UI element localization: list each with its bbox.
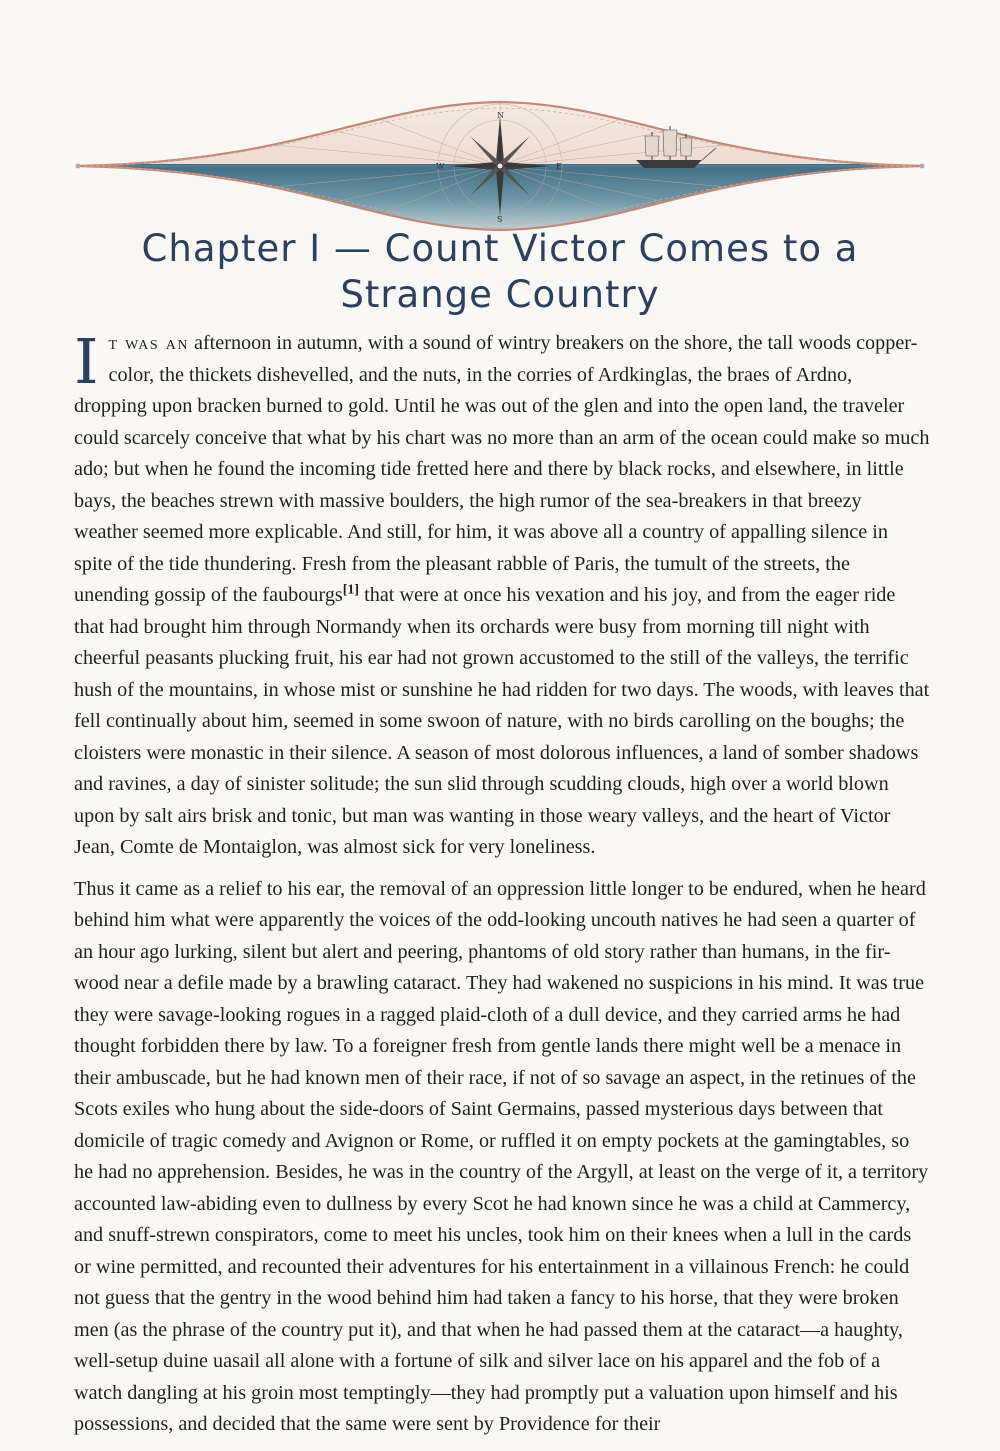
compass-label-w: W xyxy=(436,162,445,171)
paragraph-2: Thus it came as a relief to his ear, the removal of an oppression little longer to be endured, when he heard behind him what were apparently the voices of the odd-looking uncouth natives he had seen a quarter of an hour ago lurking, silent but alert and peering, phantoms of old story rather than humans, in the fir-wood near a defile made by a brawling cataract. They had wakened no suspicions in his mind. It was true they were savage-looking rogues in a ragged plaid-cloth of a dull device, and they carried arms he had thought forbidden there by law. To a foreigner fresh from gentle lands there might well be a menace in their ambuscade, but he had known men of their race, if not of so savage an aspect, in the retinues of the Scots exiles who hung about the side-doors of Saint Germains, passed mysterious days between that domicile of tragic comedy and Avignon or Rome, or ruffled it on empty pockets at the gamingtables, so he had no apprehension. Besides, he was in the country of the Argyll, at least on the verge of it, a territory accounted law-abiding even to dullness by every Scot he had known since he was a child at Cammercy, and snuff-strewn conspirators, come to meet his uncles, took him on their knees when a lull in the cards or wine permitted, and recounted their adventures for his entertainment in a villainous French: he could not guess that the gentry in the wood behind him had taken a fancy to his horse, that they were broken men (as the phrase of the country put it), and that when he had passed them at the cataract—a haughty, well-setup duine uasail all alone with a fortune of silk and silver lace on his apparel and the fob of a watch dangling at his groin most temptingly—they had promptly put a valuation upon himself and his possessions, and decided that the same were sent by Providence for their xyxy=(74,877,929,1435)
compass-label-s: S xyxy=(497,215,503,224)
paragraph-1-text-b: that were at once his vexation and his joy, and from the eager ride that had brought him through Normandy when its orchards were busy from morning till night with cheerful peasants plucking fruit, his ear had not grown accustomed to the still of the valleys, the terrific hush of the mountains, in whose mist or sunshine he had ridden for two days. The woods, with leaves that fell continually about him, seemed in some swoon of nature, with no birds carolling on the boughs; the cloisters were monastic in their silence. A season of most dolorous influences, a land of somber shadows and ravines, a day of sinister solitude; the sun slid through scudding clouds, high over a world blown upon by salt airs brisk and tonic, but man was wanting in those weary valleys, and the heart of Victor Jean, Comte de Montaiglon, was almost sick for very loneliness. xyxy=(74,584,930,858)
drop-cap: I xyxy=(74,325,99,398)
compass-label-e: E xyxy=(556,162,562,171)
chapter-body xyxy=(74,325,930,1451)
footnote-link-1[interactable]: [1] xyxy=(342,582,360,598)
lead-in-small-caps: t was an xyxy=(108,332,189,354)
paragraph-1-text-a: afternoon in autumn, with a sound of wintry breakers on the shore, the tall woods copper-color, the thickets dishevelled, and the nuts, in the corries of Ardkinglas, the braes of Ardno, dropping upon bracken burned to gold. Until he was out of the glen and into the open land, the traveler could scarcely conceive that what by his chart was no more than an arm of the ocean could make so much ado; but when he found the incoming tide fretted here and there by black rocks, and elsewhere, in little bays, the beaches strewn with massive boulders, the high rumor of the sea-breakers in that breezy weather seemed more explicable. And still, for him, it was above all a country of appalling silence in spite of the tide thundering. Fresh from the pleasant rabble of Paris, the tumult of the streets, the unending gossip of the faubourgs xyxy=(74,332,930,606)
chapter-title: Chapter I — Count Victor Comes to a Strange Country xyxy=(141,227,859,316)
compass-ship-ornament xyxy=(70,96,930,238)
compass-label-n: N xyxy=(497,111,504,120)
paragraph-1 xyxy=(74,325,930,864)
